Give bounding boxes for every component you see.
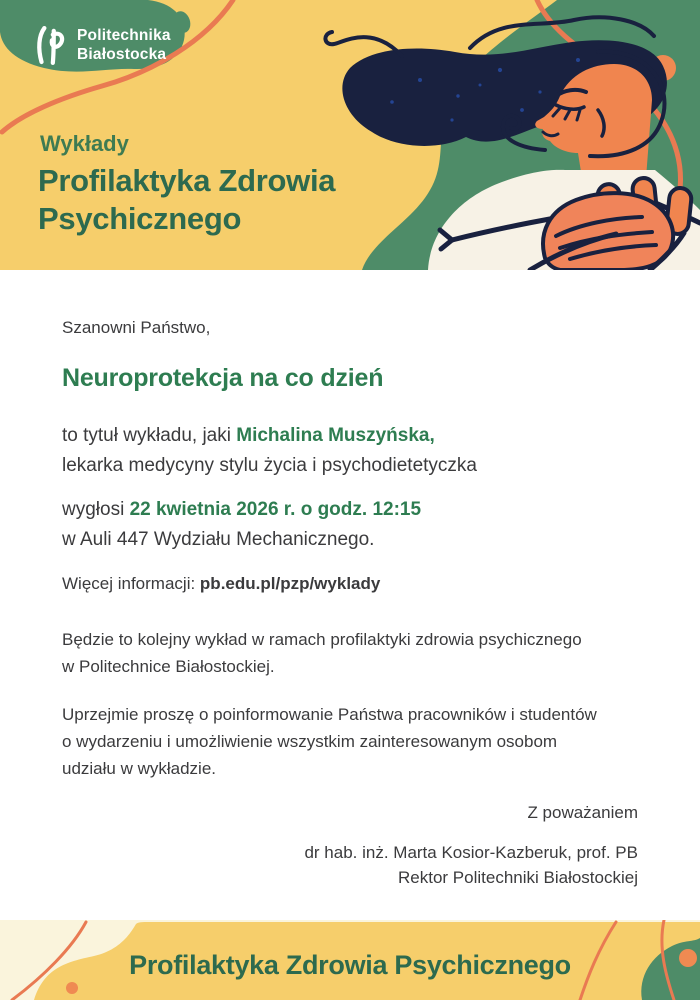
page-title	[38, 162, 335, 238]
page-title-line2: Psychicznego	[38, 201, 242, 236]
date-time: 22 kwietnia 2026 r. o godz. 12:15	[129, 499, 422, 520]
date-paragraph	[62, 495, 421, 555]
info-url[interactable]: pb.edu.pl/pzp/wyklady	[199, 574, 381, 593]
request-line3: udziału w wykładzie.	[62, 759, 217, 778]
more-info-line	[62, 574, 380, 594]
lecture-title: Neuroprotekcja na co dzień	[62, 364, 384, 392]
context-line2: w Politechnice Białostockiej.	[62, 657, 275, 676]
request-line1: Uprzejmie proszę o poinformowanie Państwa pracowników i studentów	[62, 705, 597, 724]
page-title-line1: Profilaktyka Zdrowia	[38, 163, 336, 198]
salutation: Szanowni Państwo,	[62, 318, 211, 337]
closing: Z poważaniem	[527, 803, 638, 822]
speaker-description: lekarka medycyny stylu życia i psychodietetyczka	[62, 455, 477, 476]
request-line2: o wydarzeniu i umożliwienie wszystkim zainteresowanym osobom	[62, 732, 558, 751]
context-paragraph	[62, 626, 582, 680]
date-prefix: wygłosi	[62, 499, 130, 520]
kicker-label: Wykłady	[40, 131, 129, 156]
footer-title: Profilaktyka Zdrowia Psychicznego	[129, 950, 571, 980]
header-banner	[0, 0, 700, 270]
intro-prefix: to tytuł wykładu, jaki	[62, 425, 237, 446]
signature-block	[304, 840, 638, 890]
logo	[34, 22, 171, 68]
more-info-label: Więcej informacji:	[62, 574, 200, 593]
intro-line1	[62, 421, 477, 451]
date-line1	[62, 495, 421, 525]
footer-banner	[0, 920, 700, 1000]
logo-text-line1: Politechnika	[77, 27, 171, 44]
logo-text-line2: Białostocka	[77, 46, 167, 63]
intro-paragraph	[62, 421, 477, 481]
request-paragraph	[62, 701, 597, 782]
speaker-name: Michalina Muszyńska,	[236, 425, 435, 446]
location: w Auli 447 Wydziału Mechanicznego.	[62, 529, 375, 550]
footer-orange-dot-left	[66, 982, 78, 994]
signature-name: dr hab. inż. Marta Kosior-Kazberuk, prof. PB	[304, 843, 638, 862]
context-line1: Będzie to kolejny wykład w ramach profilaktyki zdrowia psychicznego	[62, 630, 582, 649]
logo-text	[77, 26, 171, 64]
politechnika-logo-icon	[34, 22, 66, 68]
signature-title: Rektor Politechniki Białostockiej	[398, 868, 638, 887]
